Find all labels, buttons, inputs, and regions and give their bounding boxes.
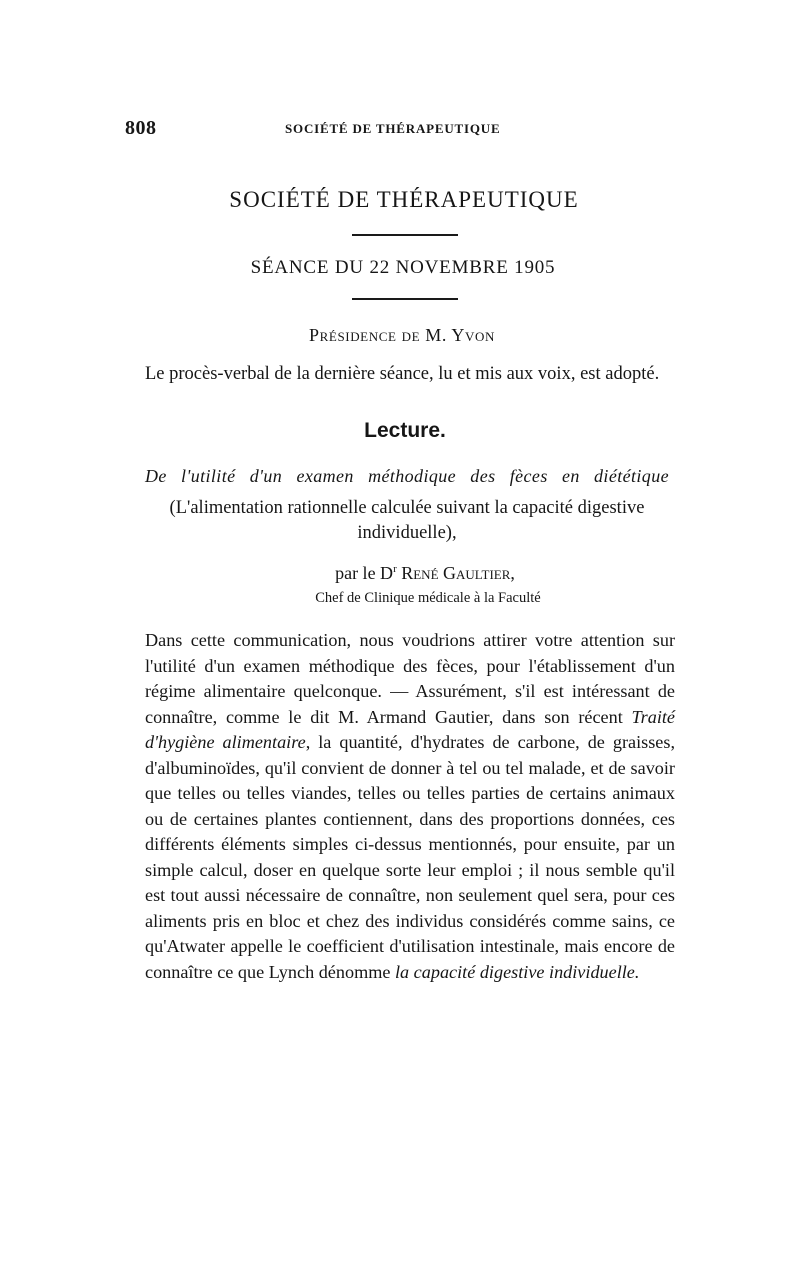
body-text-part1: Dans cette communication, nous voudrions attirer votre attention sur l'utilité d'un examen méthodique des fèces, pour l'établissement d'un régime alimentaire quelconque. — Assurément, s'il est intéressant de connaître, comme le dit M. Armand Gautier, dans son récent — [145, 630, 675, 727]
author-byline — [0, 563, 800, 584]
body-italic-title: Traité d'hygiène alimentaire — [145, 706, 675, 752]
body-italic-term: la capacité digestive individuelle. — [394, 961, 640, 982]
running-title: SOCIÉTÉ DE THÉRAPEUTIQUE — [285, 121, 501, 136]
body-text-part2: , la quantité, d'hydrates de carbone, de graisses, d'albuminoïdes, qu'il convient de donner à tel ou tel malade, et de savoir que telles ou telles viandes, telles ou telles parties de certains animaux ou de certaines plantes contiennent, dans des proportions données, ces différents éléments simples ci-dessus mentionnés, pour ensuite, par un simple calcul, doser en quelque sorte leur emploi ; il nous semble qu'il est tout aussi nécessaire de connaître, non seulement quel sera, pour ces aliments pris en bloc et chez des individus considérés comme sains, ce qu'Atwater appelle le coefficient d'utilisation intestinale, mais encore de connaître ce que Lynch dénomme — [145, 732, 675, 982]
divider-rule — [352, 298, 458, 300]
page-number: 808 — [125, 117, 157, 139]
proces-verbal-paragraph: Le procès-verbal de la dernière séance, lu et mis aux voix, est adopté. — [145, 364, 660, 384]
article-subtitle: (L'alimentation rationnelle calculée suivant la capacité digestive individuelle), — [169, 498, 645, 543]
presidence-line: Présidence de M. Yvon — [309, 325, 495, 345]
article-title: De l'utilité d'un examen méthodique des fèces en diététique — [145, 466, 669, 486]
lecture-heading: Lecture. — [364, 419, 446, 442]
author-affiliation: Chef de Clinique médicale à la Faculté — [315, 590, 541, 606]
society-title: SOCIÉTÉ DE THÉRAPEUTIQUE — [229, 187, 579, 212]
seance-date: SÉANCE DU 22 NOVEMBRE 1905 — [250, 257, 556, 278]
byline-superscript: r — [393, 563, 397, 575]
divider-rule — [352, 234, 458, 236]
byline-prefix: par le D — [335, 563, 394, 583]
author-name: René Gaultier, — [401, 563, 515, 583]
body-paragraph — [145, 628, 675, 985]
running-head — [125, 117, 685, 141]
